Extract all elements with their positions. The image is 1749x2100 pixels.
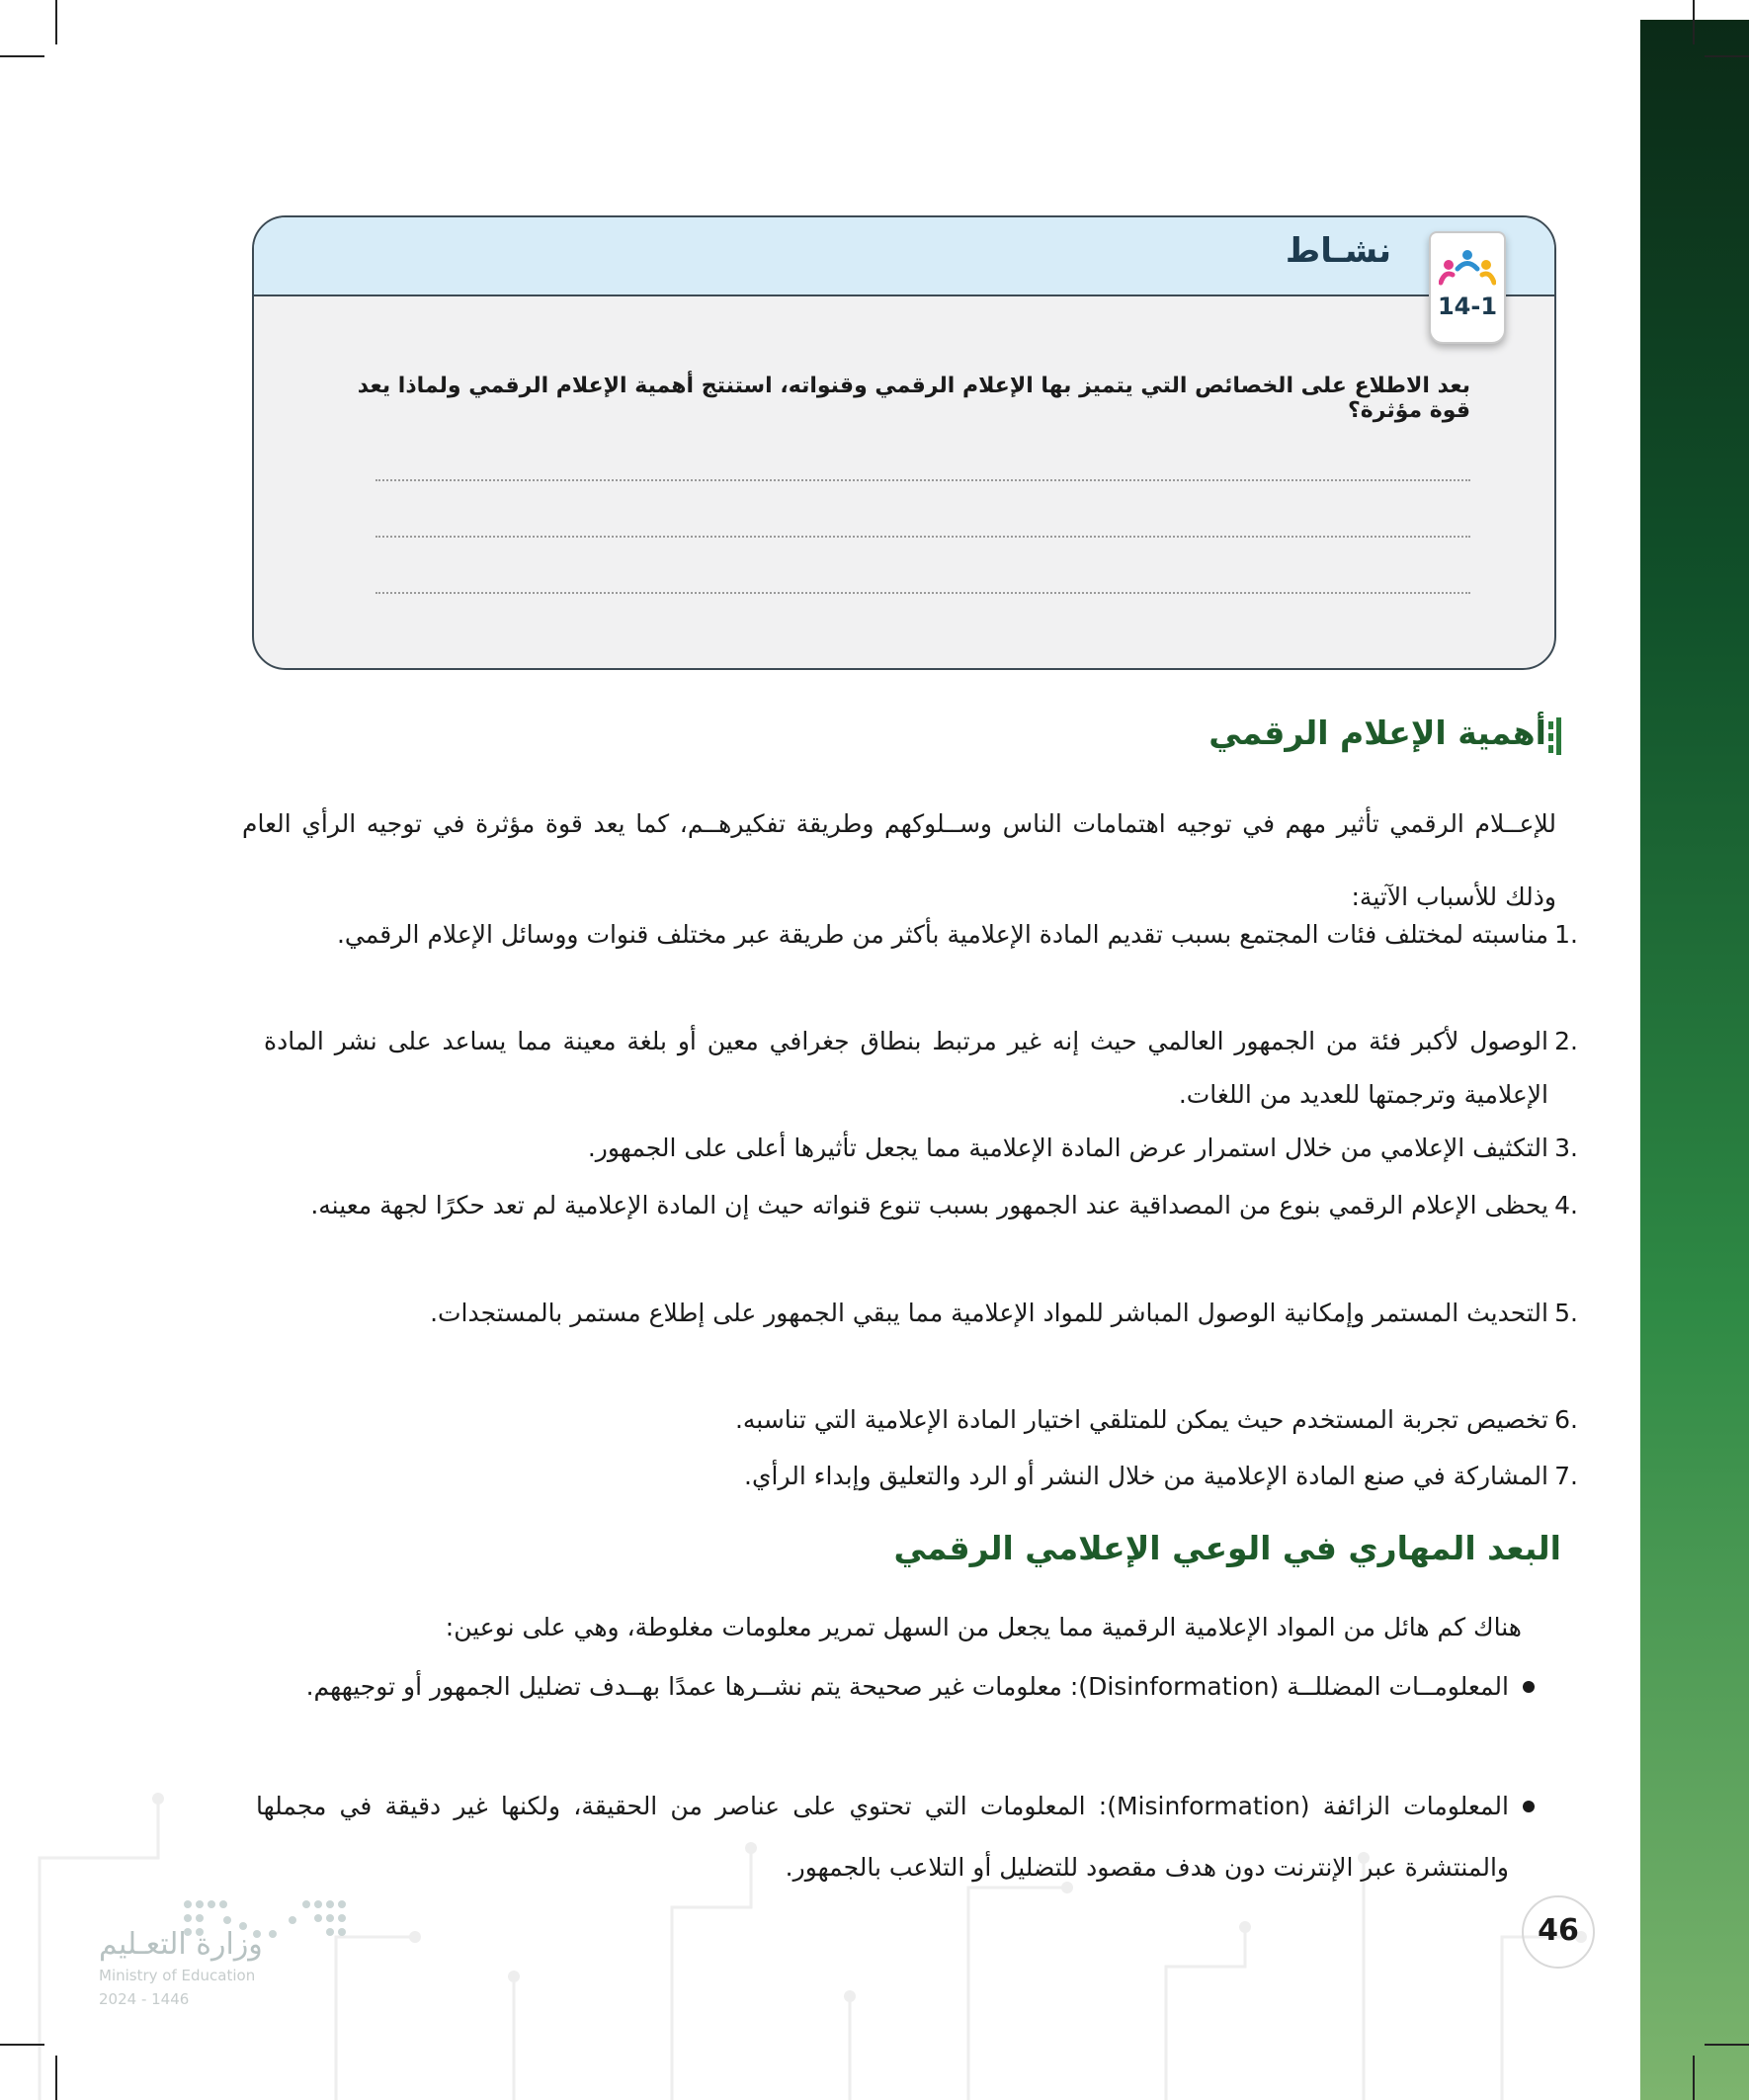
bullet-item — [256, 1776, 1509, 1898]
activity-number: 14-1 — [1437, 293, 1498, 320]
crop-mark — [1693, 2056, 1695, 2100]
section-intro: للإعــلام الرقمي تأثير مهم في توجيه اهتمامات الناس وســلوكهم وطريقة تفكيرهــم، كما يعد قوة مؤثرة في توجيه الرأي العام وذلك للأسباب الآتية: — [242, 809, 1556, 911]
section-heading: أهمية الإعلام الرقمي — [1208, 714, 1546, 752]
list-item — [264, 1450, 1578, 1503]
bullet-icon — [1523, 1681, 1535, 1693]
activity-header — [254, 217, 1554, 296]
answer-line[interactable] — [375, 536, 1470, 538]
list-item-text: الوصول لأكبر فئة من الجمهور العالمي حيث إنه غير مرتبط بنطاق جغرافي معين أو بلغة معينة مما يساعد على نشر المادة الإعلامية وترجمتها للعديد من اللغات. — [264, 1027, 1548, 1109]
crop-mark — [1693, 0, 1695, 44]
crop-mark — [0, 55, 44, 57]
crop-mark — [1705, 2044, 1749, 2046]
bullet-text: المعلومات الزائفة (Misinformation): المعلومات التي تحتوي على عناصر من الحقيقة، ولكنها غير دقيقة في مجملها والمنتشرة عبر الإنترنت دون هدف مقصود للتضليل أو التلاعب بالجمهور. — [256, 1792, 1509, 1882]
list-item-text: المشاركة في صنع المادة الإعلامية من خلال النشر أو الرد والتعليق وإبداء الرأي. — [744, 1462, 1548, 1490]
answer-line[interactable] — [375, 592, 1470, 594]
answer-line[interactable] — [375, 479, 1470, 481]
list-item — [264, 908, 1578, 962]
crop-mark — [1705, 55, 1749, 57]
list-item-number: 4. — [1554, 1191, 1578, 1219]
crop-mark — [0, 2044, 44, 2046]
page-number-badge — [1522, 1895, 1595, 1969]
bullet-item — [256, 1656, 1509, 1718]
activity-badge — [1429, 231, 1506, 344]
list-item — [264, 1179, 1578, 1232]
ministry-name-english: Ministry of Education — [99, 1967, 256, 1984]
activity-title: نشـاط — [1285, 231, 1391, 271]
list-item-text: التحديث المستمر وإمكانية الوصول المباشر للمواد الإعلامية مما يبقي الجمهور على إطلاع مستمر بالمستجدات. — [430, 1299, 1548, 1327]
list-item-number: 2. — [1554, 1027, 1578, 1055]
list-item-text: التكثيف الإعلامي من خلال استمرار عرض المادة الإعلامية مما يجعل تأثيرها أعلى على الجمهور. — [587, 1134, 1548, 1162]
activity-question: بعد الاطلاع على الخصائص التي يتميز بها الإعلام الرقمي وقنواته، استنتج أهمية الإعلام الرقمي ولماذا يعد قوة مؤثرة؟ — [357, 374, 1470, 423]
section-heading: البعد المهاري في الوعي الإعلامي الرقمي — [893, 1529, 1561, 1567]
heading-marker-icon — [1547, 717, 1561, 755]
list-item — [264, 1015, 1578, 1122]
crop-mark — [55, 0, 57, 44]
section-intro: هناك كم هائل من المواد الإعلامية الرقمية مما يجعل من السهل تمرير معلومات مغلوطة، وهي على نوعين: — [445, 1613, 1522, 1641]
list-item — [264, 1122, 1578, 1175]
activity-box — [252, 215, 1556, 670]
list-item-text: تخصيص تجربة المستخدم حيث يمكن للمتلقي اختيار المادة الإعلامية التي تناسبه. — [734, 1405, 1548, 1434]
list-item-number: 3. — [1554, 1134, 1578, 1162]
crop-mark — [55, 2056, 57, 2100]
bullet-icon — [1523, 1801, 1535, 1812]
list-item-text: يحظى الإعلام الرقمي بنوع من المصداقية عند الجمهور بسبب تنوع قنواته حيث إن المادة الإعلامية لم تعد حكرًا لجهة معينه. — [310, 1191, 1548, 1219]
list-item-text: مناسبته لمختلف فئات المجتمع بسبب تقديم المادة الإعلامية بأكثر من طريقة عبر مختلف قنوات ووسائل الإعلام الرقمي. — [336, 920, 1548, 949]
people-group-icon — [1439, 249, 1496, 287]
list-item — [264, 1287, 1578, 1340]
list-item-number: 6. — [1554, 1405, 1578, 1434]
side-green-band — [1640, 20, 1749, 2100]
page-number: 46 — [1538, 1913, 1579, 1948]
list-item — [264, 1393, 1578, 1447]
ministry-name-arabic: وزارة التعـليم — [99, 1927, 263, 1962]
ministry-year: 2024 - 1446 — [99, 1990, 190, 2008]
list-item-number: 7. — [1554, 1462, 1578, 1490]
bullet-text: المعلومــات المضللــة (Disinformation): معلومات غير صحيحة يتم نشــرها عمدًا بهــدف تضليل الجمهور أو توجيههم. — [305, 1672, 1509, 1701]
list-item-number: 5. — [1554, 1299, 1578, 1327]
list-item-number: 1. — [1554, 920, 1578, 949]
